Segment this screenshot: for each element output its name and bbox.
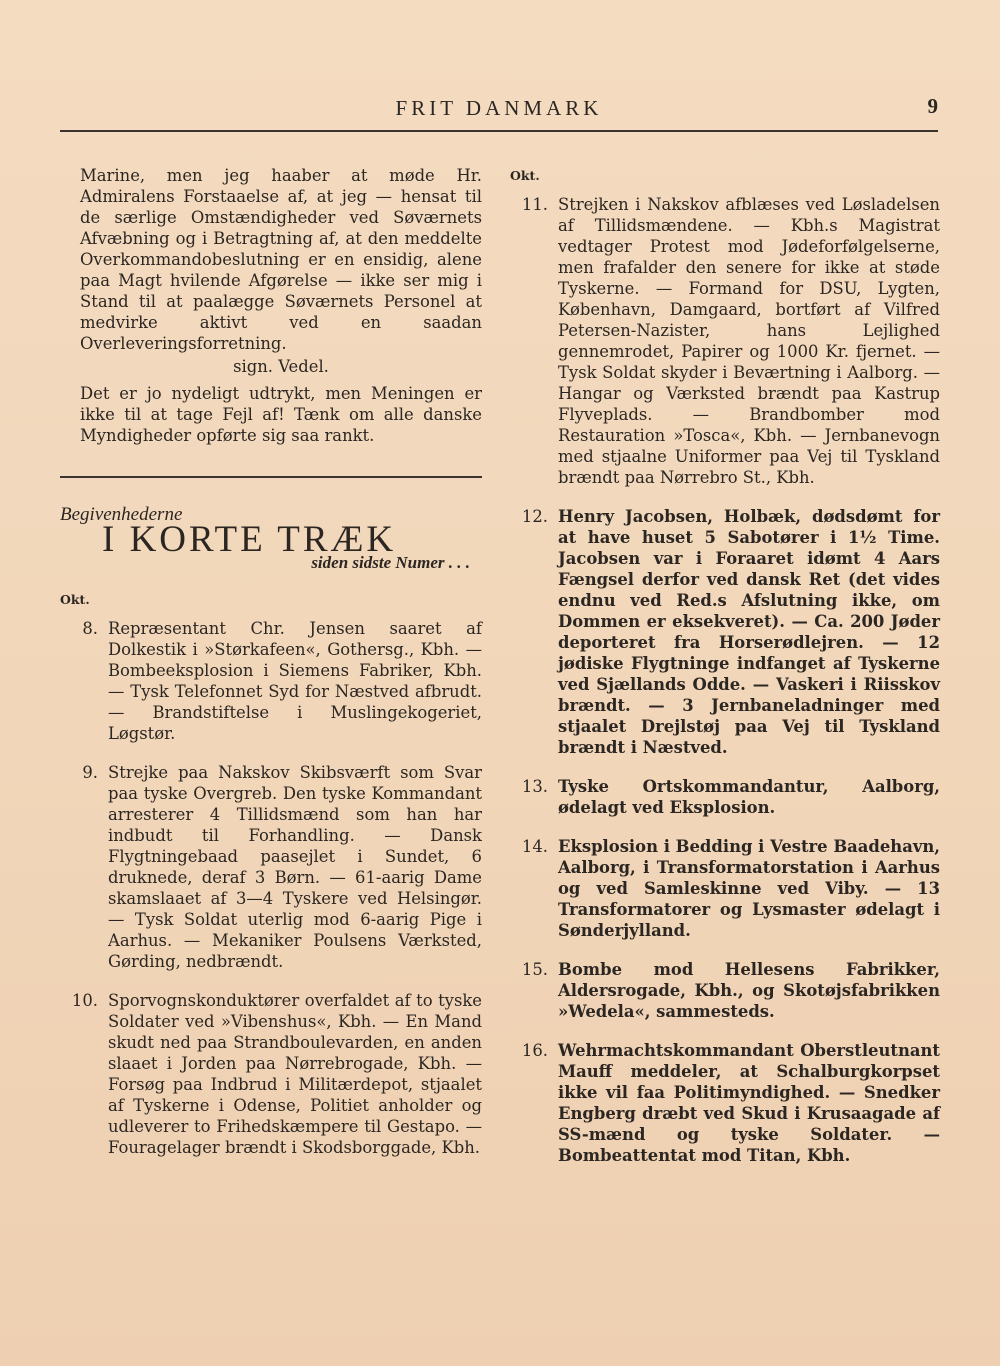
event-text: Strejke paa Nakskov Skibsværft som Svar paa tyske Overgreb. Den tyske Kommandant arresterer 4 Tillidsmænd som han har indbudt til Forhandling. — Dansk Flygtningebaad paasejlet i Sundet, 6 druknede, deraf 3 Børn. — 61-aarig Dame skamslaaet af 3—4 Tyskere ved Helsingør. — Tysk Soldat uterlig mod 6-aarig Pige i Aarhus. — Mekaniker Poulsens Værksted, Gørding, nedbrændt.	[108, 763, 482, 971]
section-tagline: siden sidste Numer . . .	[311, 553, 470, 572]
editorial-comment: Det er jo nydeligt udtrykt, men Meningen er ikke til at tage Fejl af! Tænk om alle danske Myndigheder opførte sig saa rankt.	[80, 384, 482, 445]
event-entry	[510, 1040, 940, 1166]
event-text: Strejken i Nakskov afblæses ved Løsladelsen af Tillidsmændene. — Kbh.s Magistrat vedtager Protest mod Jødeforfølgelserne, men frafalder den senere for ikke at støde Tyskerne. — Formand for DSU, Lygten, København, Damgaard, bortført af Vilfred Petersen-Nazister, hans Lejlighed gennemrodet, Papirer og 1000 Kr. fjernet. — Tysk Soldat skyder i Beværtning i Aalborg. — Hangar og Værksted brændt paa Kastrup Flyveplads. — Brandbomber mod Restauration »Tosca«, Kbh. — Jernbanevogn med stjaalne Uniformer paa Vej til Tyskland brændt paa Nørrebro St., Kbh.	[558, 195, 940, 487]
section-kicker: Begivenhederne	[60, 504, 183, 525]
event-text: Repræsentant Chr. Jensen saaret af Dolkestik i »Størkafeen«, Gothersg., Kbh. — Bombeeksplosion i Siemens Fabriker, Kbh. — Tysk Telefonnet Syd for Næstved afbrudt. — Brandstiftelse i Muslingekogeriet, Løgstør.	[108, 619, 482, 743]
right-column	[510, 165, 940, 1166]
section-divider	[60, 476, 482, 478]
event-text: Wehrmachtskommandant Oberstleutnant Mauff meddeler, at Schalburgkorpset ikke vil faa Politimyndighed. — Snedker Engberg dræbt ved Skud i Krusaagade af SS-mænd og tyske Soldater. — Bombeattentat mod Titan, Kbh.	[558, 1041, 940, 1165]
event-day: 15.	[521, 960, 548, 979]
letter-signature: sign. Vedel.	[233, 357, 329, 376]
month-label: Okt.	[60, 592, 90, 607]
event-text: Tyske Ortskommandantur, Aalborg, ødelagt ved Eksplosion.	[558, 777, 940, 817]
section-title: I KORTE TRÆK	[102, 519, 397, 560]
event-entry	[510, 506, 940, 758]
event-day: 10.	[71, 991, 98, 1010]
month-label: Okt.	[510, 168, 540, 183]
event-day: 13.	[521, 777, 548, 796]
letter-text: Marine, men jeg haaber at møde Hr. Admiralens Forstaaelse af, at jeg — hensat til de særlige Omstændigheder ved Søværnets Afvæbning og i Betragtning af, at den meddelte Overkommandobeslutning er en ensidig, alene paa Magt hvilende Afgørelse — ikke ser mig i Stand til at paalægge Søværnets Personel at medvirke aktivt ved en saadan Overleveringsforretning.	[80, 166, 482, 353]
left-column	[60, 165, 482, 1158]
event-day: 11.	[521, 195, 548, 214]
page-number: 9	[927, 94, 938, 118]
event-day: 9.	[82, 763, 98, 782]
event-entry	[510, 836, 940, 941]
letter-excerpt	[60, 165, 482, 377]
event-entry	[510, 776, 940, 818]
event-text: Sporvognskonduktører overfaldet af to tyske Soldater ved »Vibenshus«, Kbh. — En Mand skudt ned paa Strandboulevarden, en anden slaaet i Jorden paa Nørrebrogade, Kbh. — Forsøg paa Indbrud i Militærdepot, stjaalet af Tyskerne i Odense, Politiet anholder og udleverer to Frihedskæmpere til Gestapo. — Fouragelager brændt i Skodsborggade, Kbh.	[108, 991, 482, 1157]
event-entry	[510, 194, 940, 488]
event-entry	[60, 618, 482, 744]
publication-title: FRIT DANMARK	[395, 96, 603, 120]
event-entry	[510, 959, 940, 1022]
event-entry	[60, 990, 482, 1158]
event-text: Henry Jacobsen, Holbæk, dødsdømt for at have huset 5 Sabotører i 1½ Time. Jacobsen var i Foraaret idømt 4 Aars Fængsel derfor ved dansk Ret (det vides endnu ved Red.s Afslutning ikke, om Dommen er eksekveret). — Ca. 200 Jøder deporteret fra Horserødlejren. — 12 jødiske Flygtninge indfanget af Tyskerne ved Sjællands Odde. — Vaskeri i Riisskov brændt. — 3 Jernbaneladninger med stjaalet Drejlstøj paa Vej til Tyskland brændt i Næstved.	[558, 507, 940, 757]
event-day: 8.	[82, 619, 98, 638]
event-day: 14.	[521, 837, 548, 856]
event-text: Eksplosion i Bedding i Vestre Baadehavn, Aalborg, i Transformatorstation i Aarhus og ved Samleskinne ved Viby. — 13 Transformatorer og Lysmaster ødelagt i Sønderjylland.	[558, 837, 940, 940]
event-text: Bombe mod Hellesens Fabrikker, Aldersrogade, Kbh., og Skotøjsfabrikken »Wedela«, sammesteds.	[558, 960, 940, 1021]
event-day: 16.	[521, 1041, 548, 1060]
event-day: 12.	[521, 507, 548, 526]
event-entry	[60, 762, 482, 972]
header-rule	[60, 130, 938, 132]
page-header	[60, 90, 938, 132]
